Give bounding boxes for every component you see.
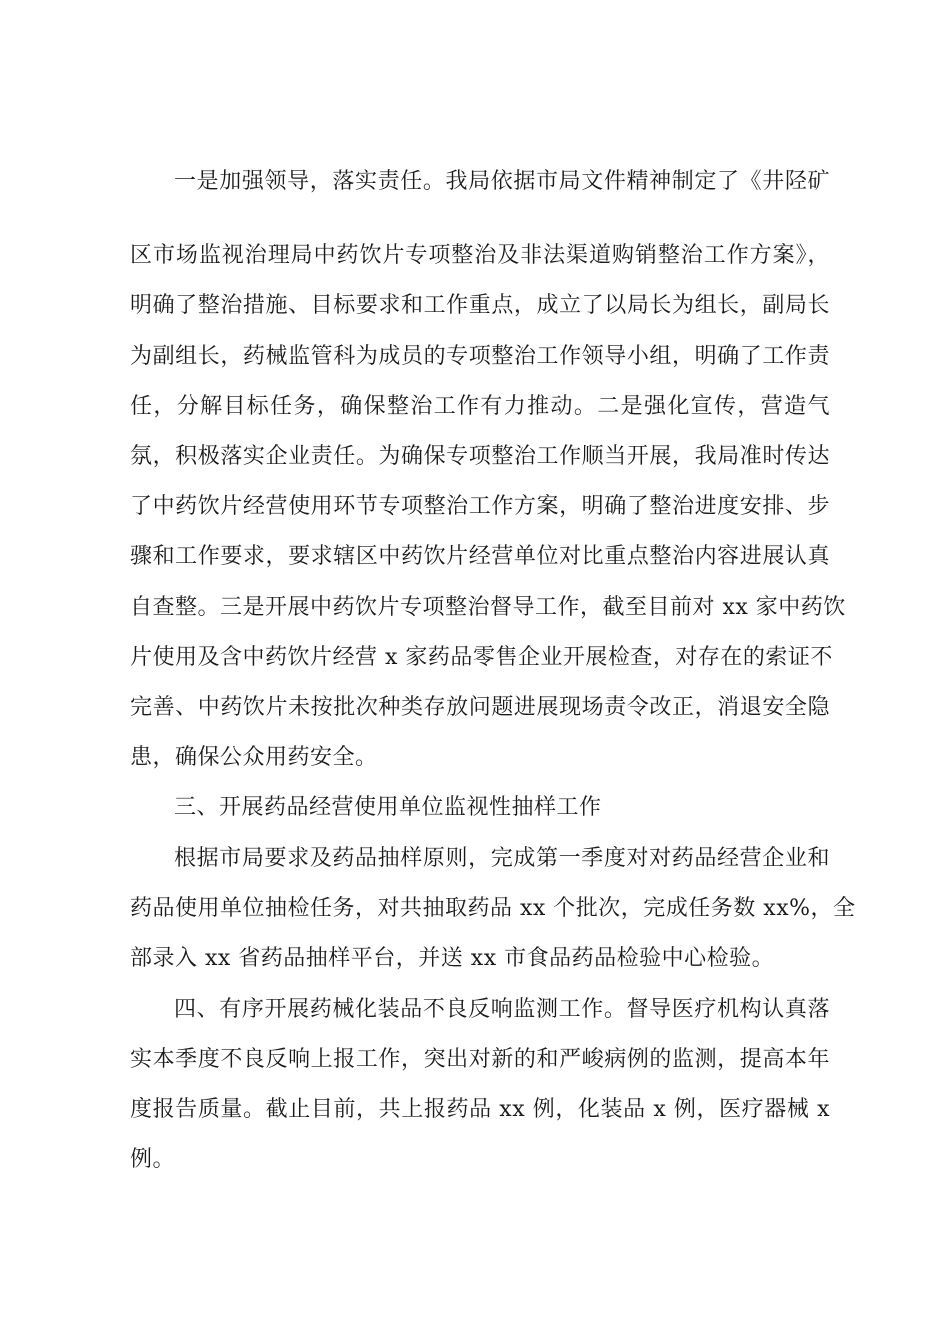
paragraph-1-line-11: 完善、中药饮片未按批次种类存放问题进展现场责令改正，消退安全隐: [130, 695, 830, 720]
paragraph-4-line-2: 实本季度不良反响上报工作，突出对新的和严峻病例的监测，提高本年: [130, 1047, 830, 1072]
paragraph-1-line-4: 为副组长，药械监管科为成员的专项整治工作领导小组，明确了工作责: [130, 344, 830, 369]
paragraph-1-line-12: 患，确保公众用药安全。: [130, 745, 378, 770]
paragraph-1-line-10: 片使用及含中药饮片经营 x 家药品零售企业开展检查，对存在的索证不: [130, 645, 833, 670]
paragraph-4-line-3: 度报告质量。截止目前，共上报药品 xx 例，化装品 x 例，医疗器械 x: [130, 1097, 830, 1122]
paragraph-1-line-8: 骤和工作要求，要求辖区中药饮片经营单位对比重点整治内容进展认真: [130, 544, 830, 569]
paragraph-1-line-6: 氛，积极落实企业责任。为确保专项整治工作顺当开展，我局准时传达: [130, 444, 830, 469]
paragraph-4-line-4: 例。: [130, 1147, 176, 1172]
paragraph-3-line-2: 药品使用单位抽检任务，对共抽取药品 xx 个批次，完成任务数 xx%，全: [130, 896, 856, 921]
paragraph-1-line-9: 自查整。三是开展中药饮片专项整治督导工作，截至目前对 xx 家中药饮: [130, 595, 846, 620]
paragraph-3-line-1: 根据市局要求及药品抽样原则，完成第一季度对对药品经营企业和: [174, 846, 830, 871]
paragraph-1-line-3: 明确了整治措施、目标要求和工作重点，成立了以局长为组长，副局长: [130, 293, 830, 318]
paragraph-1-line-2: 区市场监视治理局中药饮片专项整治及非法渠道购销整治工作方案》，: [130, 243, 830, 268]
paragraph-4-line-1: 四、有序开展药械化装品不良反响监测工作。督导医疗机构认真落: [174, 997, 830, 1022]
paragraph-3-line-3: 部录入 xx 省药品抽样平台，并送 xx 市食品药品检验中心检验。: [130, 946, 775, 971]
paragraph-1-line-1: 一是加强领导，落实责任。我局依据市局文件精神制定了《井陉矿: [174, 169, 830, 194]
paragraph-1-line-5: 任，分解目标任务，确保整治工作有力推动。二是强化宣传，营造气: [130, 394, 830, 419]
paragraph-1-line-7: 了中药饮片经营使用环节专项整治工作方案，明确了整治进度安排、步: [130, 494, 830, 519]
section-heading-3: 三、开展药品经营使用单位监视性抽样工作: [174, 795, 602, 820]
